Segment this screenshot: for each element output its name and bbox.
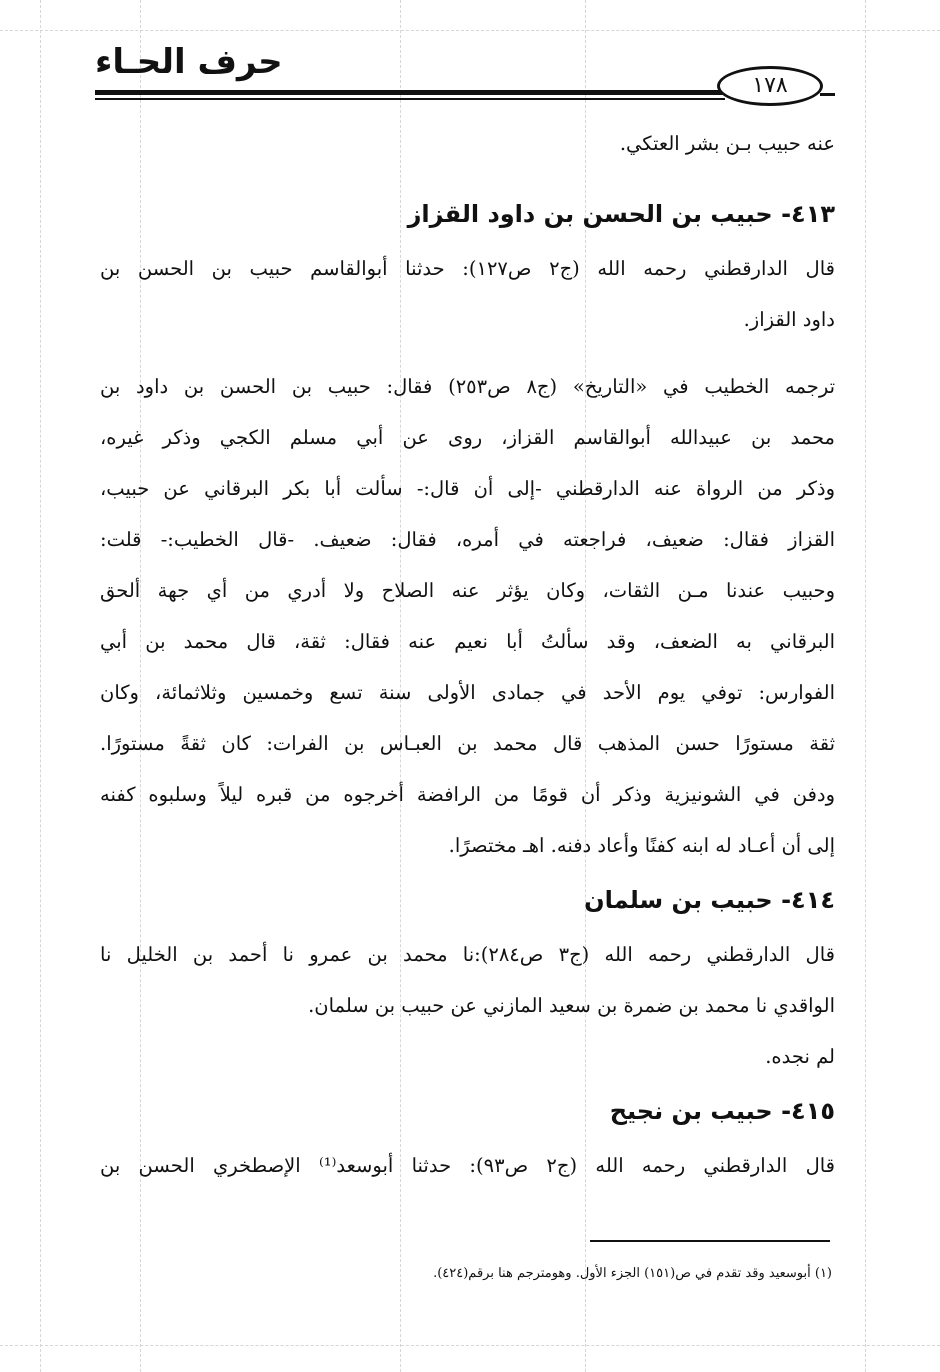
intro-line: عنه حبيب بـن بشر العتكي. xyxy=(619,132,835,155)
header-rule xyxy=(820,93,835,96)
page-number: ١٧٨ xyxy=(717,66,823,106)
entry-414 xyxy=(100,871,835,1082)
scan-guide xyxy=(0,30,940,31)
text-line: الواقدي نا محمد بن ضمرة بن سعيد المازني عن حبيب بن سلمان. xyxy=(308,994,835,1017)
scan-guide xyxy=(865,0,866,1372)
header-rule xyxy=(95,98,725,100)
scan-guide xyxy=(0,1345,940,1346)
text-line: الفوارس: توفي يوم الأحد في جمادى الأولى سنة تسع وخمسين وثلاثمائة، وكان xyxy=(100,681,835,704)
text-line: وذكر من الرواة عنه الدارقطني -إلى أن قال:- سألت أبا بكر البرقاني عن حبيب، xyxy=(100,477,835,500)
text-line: محمد بن عبيدالله أبوالقاسم القزاز، روى عن أبي مسلم الكجي وذكر غيره، xyxy=(100,426,835,449)
header-rule xyxy=(95,90,725,95)
text-line: قال الدارقطني رحمه الله (ج٢ ص٩٣): حدثنا أبوسعد⁽¹⁾ الإصطخري الحسن بن xyxy=(100,1154,836,1177)
text-line: وحبيب عندنا مـن الثقات، وكان يؤثر عنه الصلاح ولا أدري من أي جهة ألحق xyxy=(100,579,835,602)
text-line: ترجمه الخطيب في «التاريخ» (ج٨ ص٢٥٣) فقال: حبيب بن الحسن بن داود بن xyxy=(100,375,835,398)
paragraph xyxy=(100,361,835,871)
paragraph xyxy=(100,1031,835,1082)
page-body xyxy=(100,118,835,1191)
text-line: إلى أن أعـاد له ابنه كفنًا وأعاد دفنه. اهـ مختصرًا. xyxy=(448,834,835,857)
text-line: ودفن في الشونيزية وذكر أن قومًا من الرافضة أخرجوه من قبره ليلاً وسلبوه كفنه xyxy=(100,783,835,806)
text-line: داود القزاز. xyxy=(743,308,835,331)
chapter-title: حرف الحـاء xyxy=(95,42,283,82)
entry-415 xyxy=(100,1082,835,1191)
text-line: ثقة مستورًا حسن المذهب قال محمد بن العبـاس بن الفرات: كان ثقةً مستورًا. xyxy=(100,732,835,755)
paragraph xyxy=(100,1140,835,1191)
text-line: قال الدارقطني رحمه الله (ج٢ ص١٢٧): حدثنا أبوالقاسم حبيب بن الحسن بن xyxy=(100,257,835,280)
text-line: القزاز فقال: ضعيف، فراجعته في أمره، فقال: ضعيف. -قال الخطيب:- قلت: xyxy=(100,528,835,551)
text-line: قال الدارقطني رحمه الله (ج٣ ص٢٨٤):نا محمد بن عمرو نا أحمد بن الخليل نا xyxy=(100,943,835,966)
text-line: لم نجده. xyxy=(765,1045,835,1068)
paragraph xyxy=(100,929,835,1031)
footnote: (١) أبوسعيد وقد تقدم في ص(١٥١) الجزء الأول. وهومترجم هنا برقم(٤٢٤). xyxy=(433,1266,832,1281)
paragraph xyxy=(100,243,835,345)
entry-heading: ٤١٣- حبيب بن الحسن بن داود القزاز xyxy=(407,200,835,228)
entry-heading: ٤١٤- حبيب بن سلمان xyxy=(584,886,835,914)
text-line: البرقاني به الضعف، وقد سألتُ أبا نعيم عنه فقال: ثقة، قال محمد بن أبي xyxy=(100,630,835,653)
footnote-rule xyxy=(590,1240,830,1242)
entry-heading: ٤١٥- حبيب بن نجيح xyxy=(609,1097,835,1125)
page-header xyxy=(95,40,835,104)
entry-413 xyxy=(100,185,835,871)
scan-guide xyxy=(40,0,41,1372)
